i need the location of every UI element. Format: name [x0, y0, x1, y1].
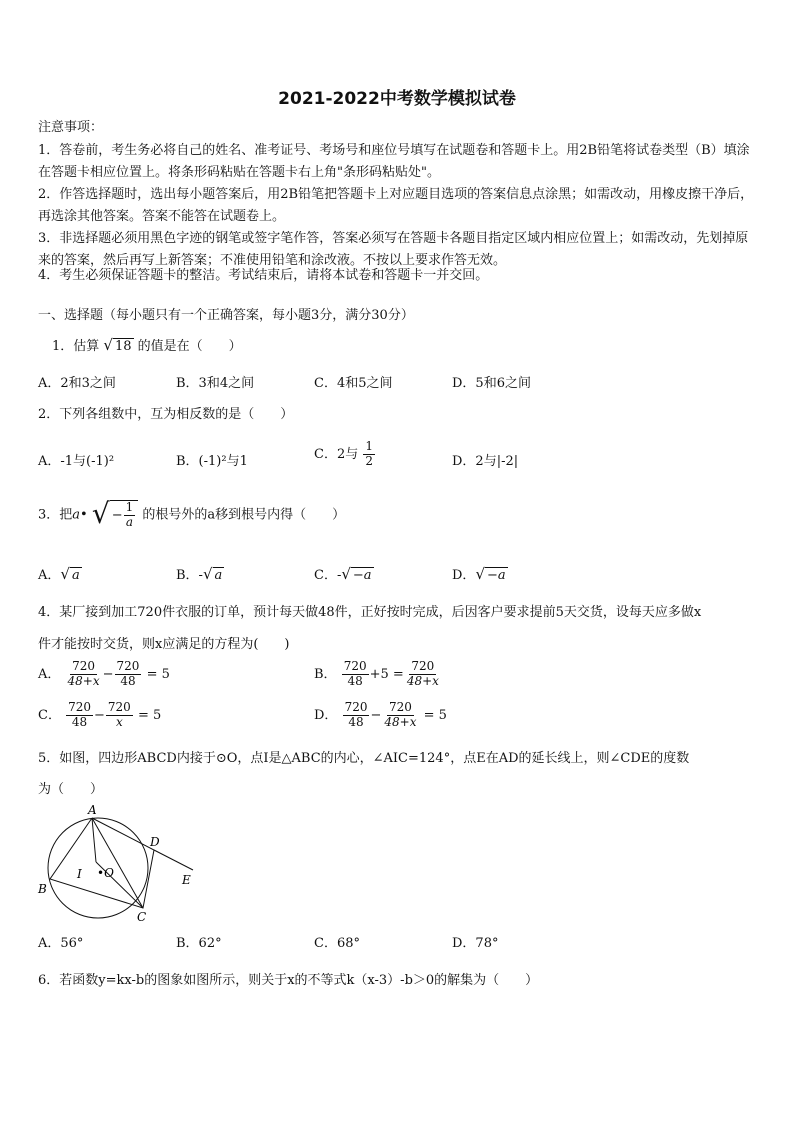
label-i: I: [77, 867, 82, 881]
q5-option-d[interactable]: D．78°: [452, 936, 499, 951]
question-4-line-1: 4．某厂接到加工720件衣服的订单，预计每天做48件，正好按时完成，后因客户要求提前5天交货，设每天应多做x: [38, 605, 702, 620]
q4-a-frac-1: $\frac{720}{48+x}$: [67, 659, 100, 688]
extension-de: [154, 850, 193, 870]
q2-option-b[interactable]: B．(-1)²与1: [176, 454, 248, 469]
q1-pre: 1．估算: [52, 339, 100, 354]
label-c: C: [137, 910, 147, 924]
q4-c-frac-2: $\frac{720}{x}$: [107, 700, 131, 729]
question-3: [38, 497, 346, 530]
q3-var: a: [72, 507, 81, 523]
notice-item-4: 4．考生必须保证答题卡的整洁。考试结束后，请将本试卷和答题卡一并交回。: [38, 268, 489, 283]
q1-sqrt: √ 18: [103, 336, 132, 355]
q4-a-frac-2: $\frac{720}{48}$: [116, 659, 140, 688]
q1-option-a[interactable]: A．2和3之间: [38, 376, 116, 391]
q5-option-c[interactable]: C．68°: [314, 936, 360, 951]
q4-b-frac-2: $\frac{720}{48+x}$: [406, 659, 439, 688]
question-1: [52, 337, 242, 358]
q2-option-c[interactable]: [314, 440, 376, 469]
q2-c-pre: C．2与: [314, 446, 359, 462]
q3-d-sqrt: √ −a: [475, 565, 506, 584]
label-o: •O: [97, 866, 114, 880]
q2-option-d[interactable]: D．2与|-2|: [452, 454, 519, 469]
notice-heading: 注意事项：: [38, 120, 104, 135]
q4-option-c[interactable]: C． $\frac{720}{48}$ − $\frac{720}{x}$ = 5: [38, 700, 162, 729]
q3-a-sqrt: √ a: [60, 565, 80, 584]
question-2: 2．下列各组数中，互为相反数的是（ ）: [38, 407, 294, 422]
label-d: D: [150, 835, 160, 849]
q3-dot: •: [80, 507, 88, 523]
notice-item-1: 1．答卷前，考生务必将自己的姓名、准考证号、考场号和座位号填写在试题卷和答题卡上。用2B铅笔将试卷类型（B）填涂在答题卡相应位置上。将条形码粘贴在答题卡右上角"条形码粘贴处"。: [38, 143, 750, 180]
section-heading: 一、选择题（每小题只有一个正确答案，每小题3分，满分30分）: [38, 308, 414, 323]
q4-d-frac-1: $\frac{720}{48}$: [344, 700, 368, 729]
q5-option-b[interactable]: B．62°: [176, 936, 222, 951]
label-e: E: [182, 873, 191, 887]
q5-option-a[interactable]: A．56°: [38, 936, 84, 951]
q2-c-fraction: $\frac{1}{2}$: [365, 439, 373, 468]
q4-option-b[interactable]: B． $\frac{720}{48}$ +5 = $\frac{720}{48+x}$: [314, 659, 439, 688]
q4-c-frac-1: $\frac{720}{48}$: [68, 700, 91, 729]
q1-post: 的值是在（ ）: [137, 339, 242, 354]
q3-b-sqrt: √ a: [202, 565, 223, 584]
page-title: 2021-2022中考数学模拟试卷: [278, 89, 516, 109]
q5-circle-diagram: [34, 802, 204, 924]
q3-fraction: $\frac{1}{a}$: [125, 500, 134, 529]
q3-post: 的根号外的a移到根号内得（ ）: [142, 507, 346, 523]
q1-option-d[interactable]: D．5和6之间: [452, 376, 531, 391]
q4-d-frac-2: $\frac{720}{48+x}$: [384, 700, 417, 729]
question-5-line-1: 5．如图，四边形ABCD内接于⊙O，点I是△ABC的内心，∠AIC=124°，点E在AD的延长线上，则∠CDE的度数: [38, 751, 690, 766]
q3-option-b[interactable]: B．- √ a: [176, 565, 223, 584]
q1-option-b[interactable]: B．3和4之间: [176, 376, 255, 391]
question-6: 6．若函数y=kx-b的图象如图所示，则关于x的不等式k（x-3）-b＞0的解集为（ ）: [38, 973, 539, 988]
question-5-line-2: 为（ ）: [38, 782, 104, 797]
q4-b-frac-1: $\frac{720}{48}$: [343, 659, 367, 688]
q3-pre: 3．把: [38, 507, 73, 523]
q4-option-a[interactable]: A． $\frac{720}{48+x}$ − $\frac{720}{48}$ = 5: [38, 659, 170, 688]
q3-option-d[interactable]: D． √ −a: [452, 565, 506, 584]
q3-sqrt: √ − $\frac{1}{a}$: [92, 500, 138, 530]
q3-option-c[interactable]: C．- √ −a: [314, 565, 372, 584]
q1-option-c[interactable]: C．4和5之间: [314, 376, 393, 391]
q2-option-a[interactable]: A．-1与(-1)²: [38, 454, 115, 469]
notice-item-2: 2．作答选择题时，选出每小题答案后，用2B铅笔把答题卡上对应题目选项的答案信息点涂黑；如需改动，用橡皮擦干净后，再选涂其他答案。答案不能答在试题卷上。: [38, 187, 754, 224]
question-4-line-2: 件才能按时交货，则x应满足的方程为( ): [38, 637, 290, 652]
q4-option-d[interactable]: D． $\frac{720}{48}$ − $\frac{720}{48+x}$ = 5: [314, 700, 447, 729]
notice-item-3: 3．非选择题必须用黑色字迹的钢笔或签字笔作答，答案必须写在答题卡各题目指定区域内相应位置上；如需改动，先划掉原来的答案，然后再写上新答案；不准使用铅笔和涂改液。不按以上要求作答无效。: [38, 231, 749, 268]
q3-c-sqrt: √ −a: [341, 565, 372, 584]
label-a: A: [88, 803, 97, 817]
quadrilateral-abcd: [50, 818, 154, 908]
label-b: B: [38, 882, 47, 896]
q3-option-a[interactable]: A． √ a: [38, 565, 80, 584]
